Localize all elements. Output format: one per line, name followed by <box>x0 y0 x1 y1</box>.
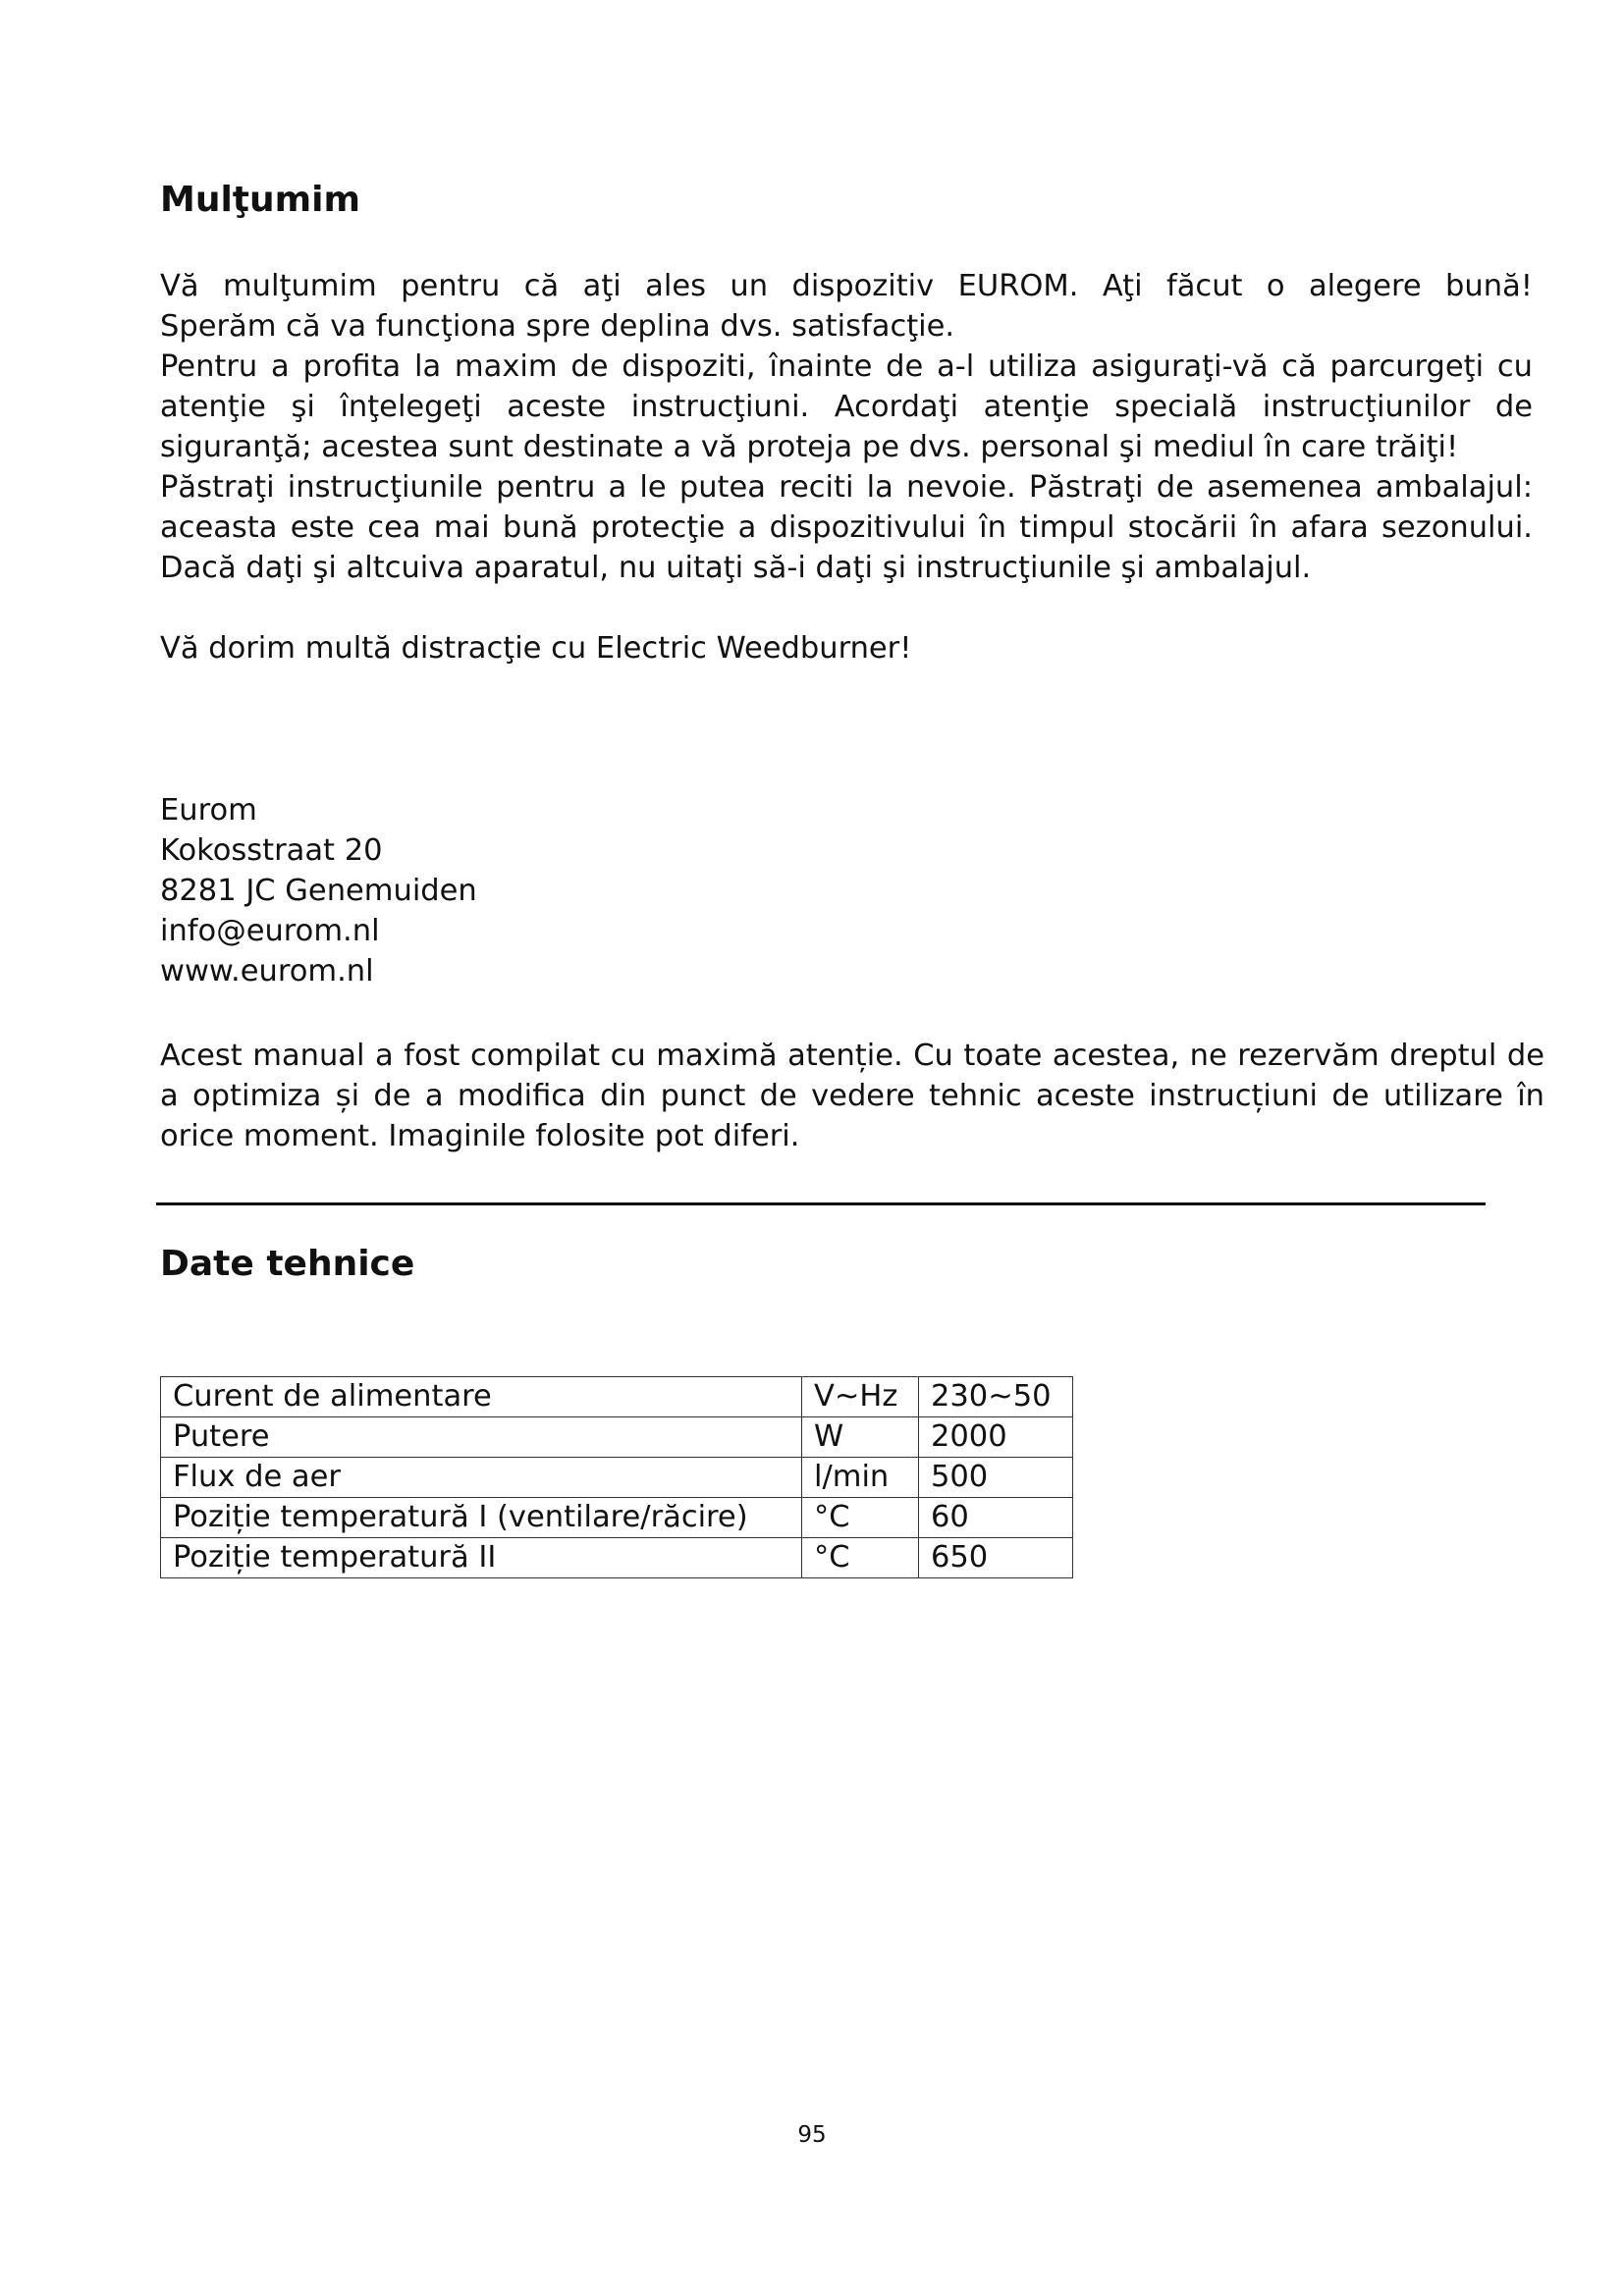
company-address <box>160 790 1544 991</box>
table-row <box>161 1538 1073 1578</box>
table-row <box>161 1458 1073 1498</box>
address-city: 8281 JC Genemuiden <box>160 874 477 908</box>
spec-name: Curent de alimentare <box>161 1377 802 1417</box>
spec-value: 2000 <box>919 1417 1073 1458</box>
closing-wish: Vă dorim multă distracţie cu Electric Weedburner! <box>160 631 912 666</box>
intro-paragraph: Vă mulţumim pentru că aţi ales un dispozitiv EUROM. Aţi făcut o alegere bună! <box>160 269 1533 303</box>
address-street: Kokosstraat 20 <box>160 833 383 868</box>
address-company: Eurom <box>160 793 257 828</box>
section-divider <box>156 1202 1486 1205</box>
spec-name: Putere <box>161 1417 802 1458</box>
intro-text-block <box>160 266 1533 668</box>
table-row <box>161 1417 1073 1458</box>
intro-paragraph: Sperăm că va funcţiona spre deplina dvs. satisfacţie. <box>160 309 955 344</box>
address-website: www.eurom.nl <box>160 954 374 988</box>
spec-unit: V~Hz <box>802 1377 919 1417</box>
intro-paragraph: Păstraţi instrucţiunile pentru a le putea reciti la nevoie. Păstraţi de asemenea ambalajul: aceasta este cea mai bună protecţie a dispozitivului în timpul stocării în afara sezonului. Dacă daţi şi altcuiva aparatul, nu uitaţi să-i daţi şi instrucţiunile şi ambalajul. <box>160 470 1533 585</box>
spec-value: 230~50 <box>919 1377 1073 1417</box>
spec-unit: W <box>802 1417 919 1458</box>
spec-unit: °C <box>802 1498 919 1538</box>
spec-unit: °C <box>802 1538 919 1578</box>
disclaimer-text <box>160 1036 1544 1156</box>
table-row <box>161 1377 1073 1417</box>
spec-value: 650 <box>919 1538 1073 1578</box>
disclaimer-paragraph: Acest manual a fost compilat cu maximă atenție. Cu toate acestea, ne rezervăm dreptul de a optimiza și de a modifica din punct de vedere tehnic aceste instrucțiuni de utilizare în orice moment. Imaginile folosite pot diferi. <box>160 1039 1544 1153</box>
section-title-thanks: Mulţumim <box>160 180 360 220</box>
table-row <box>161 1498 1073 1538</box>
tech-specs-table <box>160 1376 1073 1578</box>
page-number: 95 <box>797 2122 827 2148</box>
spec-name: Flux de aer <box>161 1458 802 1498</box>
intro-paragraph: Pentru a profita la maxim de dispoziti, înainte de a-l utiliza asiguraţi-vă că parcurgeţi cu atenţie şi înţelegeţi aceste instrucţiuni. Acordaţi atenţie specială instrucţiunilor de siguranţă; acestea sunt destinate a vă proteja pe dvs. personal şi mediul în care trăiţi! <box>160 349 1533 464</box>
section-title-tech: Date tehnice <box>160 1244 415 1284</box>
address-email: info@eurom.nl <box>160 914 380 948</box>
spec-value: 500 <box>919 1458 1073 1498</box>
spec-value: 60 <box>919 1498 1073 1538</box>
spec-unit: l/min <box>802 1458 919 1498</box>
spec-name: Poziție temperatură I (ventilare/răcire) <box>161 1498 802 1538</box>
spec-name: Poziție temperatură II <box>161 1538 802 1578</box>
